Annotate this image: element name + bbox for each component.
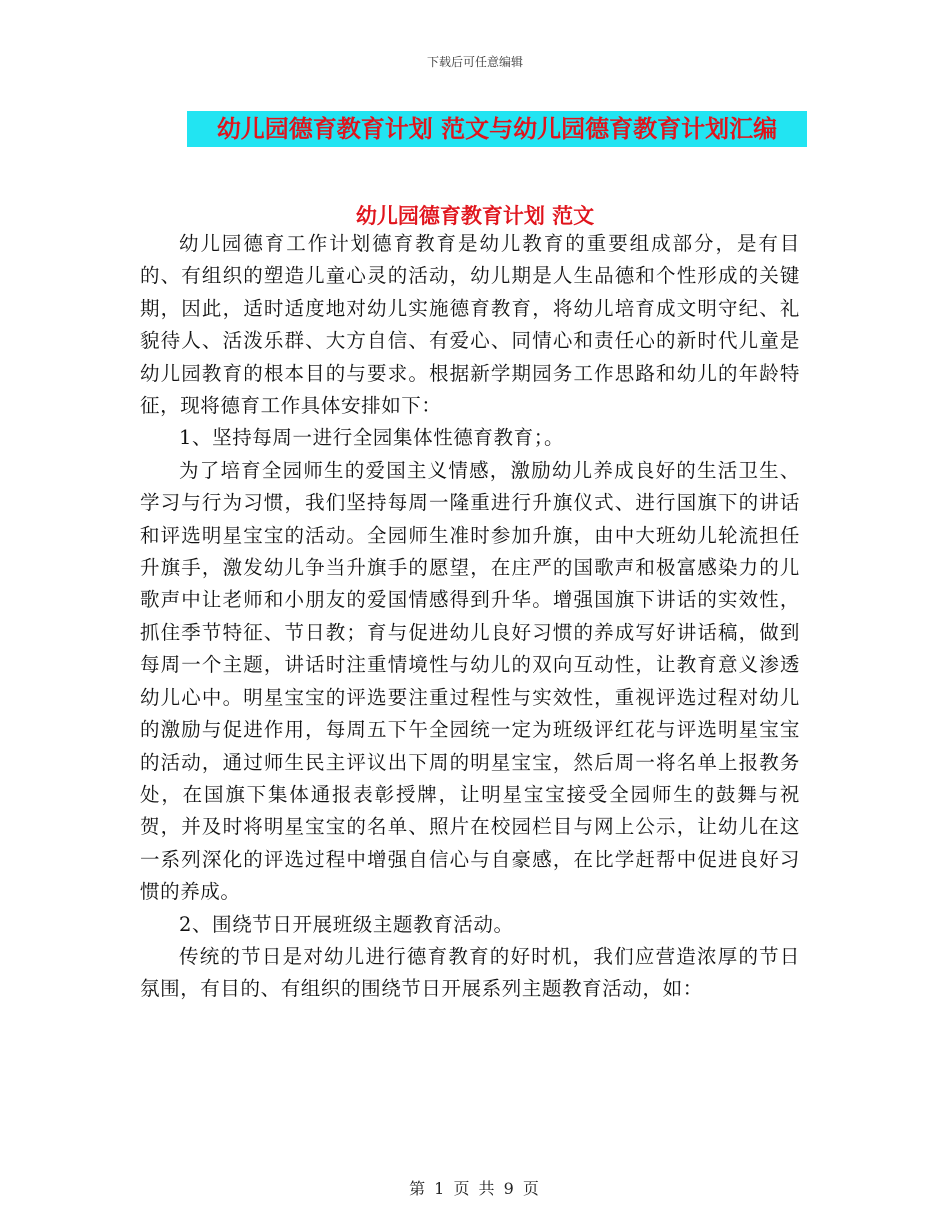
paragraph-item-2: 2、围绕节日开展班级主题教育活动。 (179, 912, 514, 936)
paragraph-item-1-detail: 为了培育全园师生的爱国主义情感，激励幼儿养成良好的生活卫生、学习与行为习惯，我们坚持每周一隆重进行升旗仪式、进行国旗下的讲话和评选明星宝宝的活动。全园师生准时参加升旗，由中大班幼儿轮流担任升旗手，激发幼儿争当升旗手的愿望，在庄严的国歌声和极富感染力的儿歌声中让老师和小朋友的爱国情感得到升华。增强国旗下讲话的实效性，抓住季节特征、节日教；育与促进幼儿良好习惯的养成写好讲话稿，做到每周一个主题，讲话时注重情境性与幼儿的双向互动性，让教育意义渗透幼儿心中。明星宝宝的评选要注重过程性与实效性，重视评选过程对幼儿的激励与促进作用，每周五下午全园统一定为班级评红花与评选明星宝宝的活动，通过师生民主评议出下周的明星宝宝，然后周一将名单上报教务处，在国旗下集体通报表彰授牌，让明星宝宝接受全园师生的鼓舞与祝贺，并及时将明星宝宝的名单、照片在校园栏目与网上公示，让幼儿在这一系列深化的评选过程中增强自信心与自豪感，在比学赶帮中促进良好习惯的养成。 (140, 458, 800, 904)
section-title: 幼儿园德育教育计划 范文 (355, 204, 595, 228)
body-text (140, 228, 800, 1006)
header-note: 下载后可任意编辑 (426, 55, 523, 69)
page-number-footer: 第 1 页 共 9 页 (409, 1179, 541, 1198)
document-title-highlight (187, 111, 807, 147)
paragraph-intro: 幼儿园德育工作计划德育教育是幼儿教育的重要组成部分，是有目的、有组织的塑造儿童心灵的活动，幼儿期是人生品德和个性形成的关键期，因此，适时适度地对幼儿实施德育教育，将幼儿培育成文明守纪、礼貌待人、活泼乐群、大方自信、有爱心、同情心和责任心的新时代儿童是幼儿园教育的根本目的与要求。根据新学期园务工作思路和幼儿的年龄特征，现将德育工作具体安排如下： (140, 232, 800, 418)
paragraph-item-2-detail: 传统的节日是对幼儿进行德育教育的好时机，我们应营造浓厚的节日氛围，有目的、有组织的围绕节日开展系列主题教育活动，如： (140, 944, 800, 1001)
document-title: 幼儿园德育教育计划 范文与幼儿园德育教育计划汇编 (216, 115, 778, 143)
paragraph-item-1: 1、坚持每周一进行全园集体性德育教育；。 (179, 426, 565, 450)
